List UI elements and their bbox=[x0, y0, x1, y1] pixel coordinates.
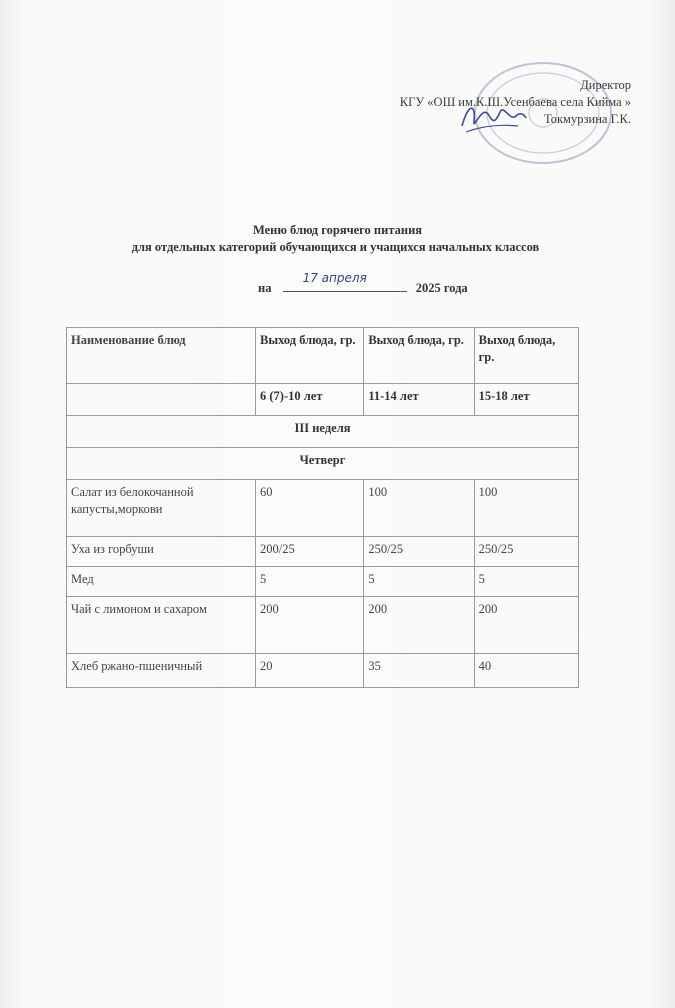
dish-name: Салат из белокочанной капусты,моркови bbox=[67, 480, 256, 537]
dish-name: Уха из горбуши bbox=[67, 537, 256, 567]
dish-output-3: 250/25 bbox=[474, 537, 578, 567]
handwritten-date: 17 апреля bbox=[302, 271, 367, 285]
dish-output-2: 100 bbox=[364, 480, 474, 537]
age-group-1: 6 (7)-10 лет bbox=[256, 384, 364, 416]
week-label: III неделя bbox=[67, 416, 579, 448]
document-subtitle: для отдельных категорий обучающихся и учащихся начальных классов bbox=[131, 240, 540, 254]
age-group-2: 11-14 лет bbox=[364, 384, 474, 416]
document-title: Меню блюд горячего питания bbox=[252, 223, 423, 237]
dish-output-2: 35 bbox=[364, 654, 474, 688]
approver-position: Директор bbox=[580, 78, 631, 92]
dish-name: Мед bbox=[67, 567, 256, 597]
date-prefix: на bbox=[258, 281, 272, 295]
dish-output-2: 250/25 bbox=[364, 537, 474, 567]
table-row bbox=[67, 537, 579, 567]
dish-output-3: 200 bbox=[474, 597, 578, 654]
table-row bbox=[67, 567, 579, 597]
dish-output-2: 5 bbox=[364, 567, 474, 597]
approver-organization: КГУ «ОШ им.К.Ш.Усенбаева села Кийма » bbox=[399, 95, 631, 109]
age-group-row bbox=[67, 384, 579, 416]
dish-output-1: 200 bbox=[256, 597, 364, 654]
dish-output-3: 100 bbox=[474, 480, 578, 537]
header-output-3: Выход блюда, гр. bbox=[474, 328, 578, 384]
date-suffix: 2025 года bbox=[415, 281, 468, 295]
dish-output-1: 60 bbox=[256, 480, 364, 537]
dish-output-2: 200 bbox=[364, 597, 474, 654]
dish-name: Хлеб ржано-пшеничный bbox=[67, 654, 256, 688]
approver-name: Токмурзина Г.К. bbox=[544, 112, 631, 126]
date-line bbox=[258, 271, 468, 296]
dish-output-1: 5 bbox=[256, 567, 364, 597]
dish-output-1: 200/25 bbox=[256, 537, 364, 567]
table-header-row bbox=[67, 328, 579, 384]
date-blank bbox=[283, 271, 407, 292]
dish-name: Чай с лимоном и сахаром bbox=[67, 597, 256, 654]
dish-output-3: 5 bbox=[474, 567, 578, 597]
header-output-2: Выход блюда, гр. bbox=[364, 328, 474, 384]
table-row bbox=[67, 480, 579, 537]
dish-output-3: 40 bbox=[474, 654, 578, 688]
day-label: Четверг bbox=[67, 448, 579, 480]
approval-block bbox=[400, 77, 631, 128]
table-row bbox=[67, 597, 579, 654]
age-group-3: 15-18 лет bbox=[474, 384, 578, 416]
age-group-empty bbox=[67, 384, 256, 416]
table-row bbox=[67, 654, 579, 688]
menu-table bbox=[66, 327, 579, 688]
header-output-1: Выход блюда, гр. bbox=[256, 328, 364, 384]
dish-output-1: 20 bbox=[256, 654, 364, 688]
header-dish-name: Наименование блюд bbox=[67, 328, 256, 384]
week-row bbox=[67, 416, 579, 448]
day-row bbox=[67, 448, 579, 480]
